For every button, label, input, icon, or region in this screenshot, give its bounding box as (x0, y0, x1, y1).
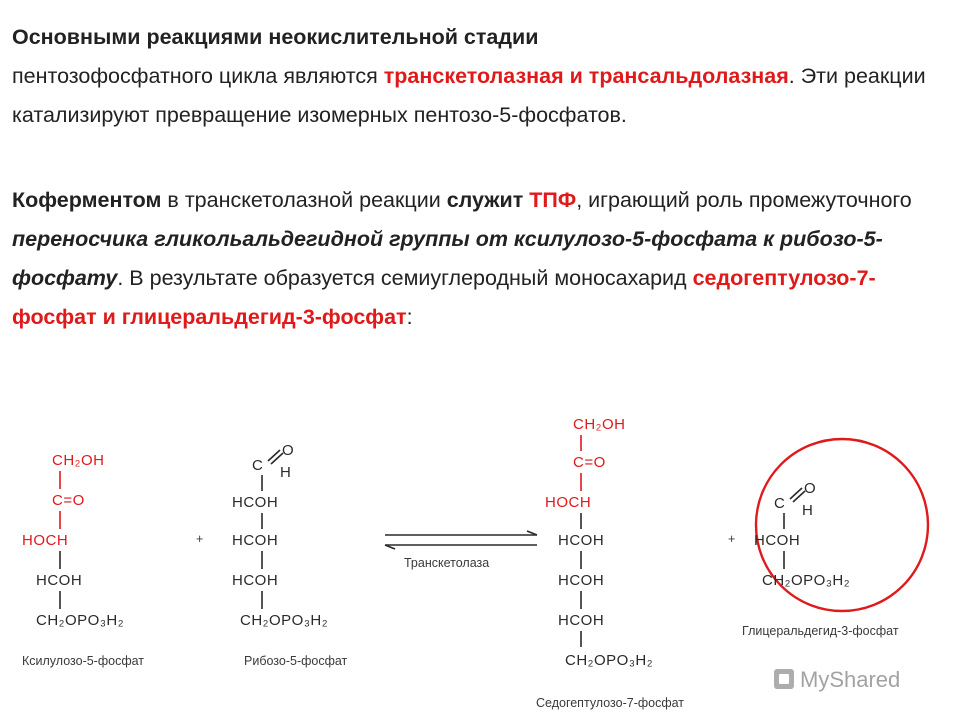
x5p-group-5: CH₂OPO₃H₂ (36, 612, 125, 629)
paragraph-2 (12, 181, 947, 337)
p2-tpp: ТПФ (529, 188, 577, 212)
reaction-diagram (0, 385, 960, 720)
p2-text-1: в транскетолазной реакции (161, 188, 447, 212)
r5p-label: Рибозо-5-фосфат (244, 654, 348, 668)
p1-text-2: . Эти реакции катализируют превращение изомерных пентозо-5-фосфатов. (12, 64, 926, 127)
p1-highlight-reactions: транскетолазная и трансальдолазная (383, 64, 789, 88)
p1-text-1: пентозофосфатного цикла являются (12, 64, 384, 88)
watermark (774, 667, 900, 692)
p2-text-3: . В результате образуется семиуглеродный моносахарид (117, 266, 693, 290)
g3p-oxygen: O (804, 480, 817, 497)
p2-colon: : (406, 305, 413, 329)
r5p-oxygen: O (282, 442, 295, 459)
s7p-group-4: HCOH (558, 532, 605, 549)
watermark-text: MyShared (800, 667, 901, 692)
s7p-label: Седогептулозо-7-фосфат (536, 696, 685, 710)
molecule-glyceraldehyde-3-phosphate (742, 439, 928, 638)
molecule-xylulose-5-phosphate (22, 452, 144, 668)
s7p-group-6: HCOH (558, 612, 605, 629)
plus-sign-1: + (196, 532, 204, 546)
r5p-group-3: HCOH (232, 532, 279, 549)
x5p-label: Ксилулозо-5-фосфат (22, 654, 145, 668)
x5p-group-2: C=O (52, 492, 85, 509)
equilibrium-arrow (385, 531, 537, 570)
r5p-carbon: C (252, 457, 264, 474)
p2-text-2: , играющий роль промежуточного (576, 188, 912, 212)
g3p-group-3: CH₂OPO₃H₂ (762, 572, 851, 589)
p2-products: седогептулозо-7-фосфат и глицеральдегид-3-фосфат (12, 266, 876, 329)
g3p-group-2: HCOH (754, 532, 801, 549)
p2-carrier-phrase: переносчика гликольальдегидной группы от ксилулозо-5-фосфата к рибозо-5-фосфату (12, 227, 883, 290)
s7p-group-5: HCOH (558, 572, 605, 589)
p1-heading: Основными реакциями неокислительной стадии (12, 25, 539, 49)
r5p-group-5: CH₂OPO₃H₂ (240, 612, 329, 629)
r5p-group-4: HCOH (232, 572, 279, 589)
x5p-group-1: CH₂OH (52, 452, 105, 469)
x5p-group-3: HOCH (22, 532, 69, 549)
s7p-group-3: HOCH (545, 494, 592, 511)
s7p-group-2: C=O (573, 454, 606, 471)
molecule-ribose-5-phosphate (232, 442, 348, 668)
x5p-group-4: HCOH (36, 572, 83, 589)
g3p-carbon: C (774, 495, 786, 512)
p2-coenzyme-term: Коферментом (12, 188, 162, 212)
s7p-group-1: CH₂OH (573, 416, 626, 433)
plus-sign-2: + (728, 532, 736, 546)
molecule-sedoheptulose-7-phosphate (536, 416, 684, 710)
r5p-hydrogen: H (280, 464, 292, 481)
g3p-label: Глицеральдегид-3-фосфат (742, 624, 899, 638)
p2-serves-term: служит (446, 188, 524, 212)
s7p-group-7: CH₂OPO₃H₂ (565, 652, 654, 669)
transketolase-label: Транскетолаза (404, 556, 490, 570)
g3p-hydrogen: H (802, 502, 814, 519)
r5p-group-2: HCOH (232, 494, 279, 511)
paragraph-1 (12, 18, 947, 135)
